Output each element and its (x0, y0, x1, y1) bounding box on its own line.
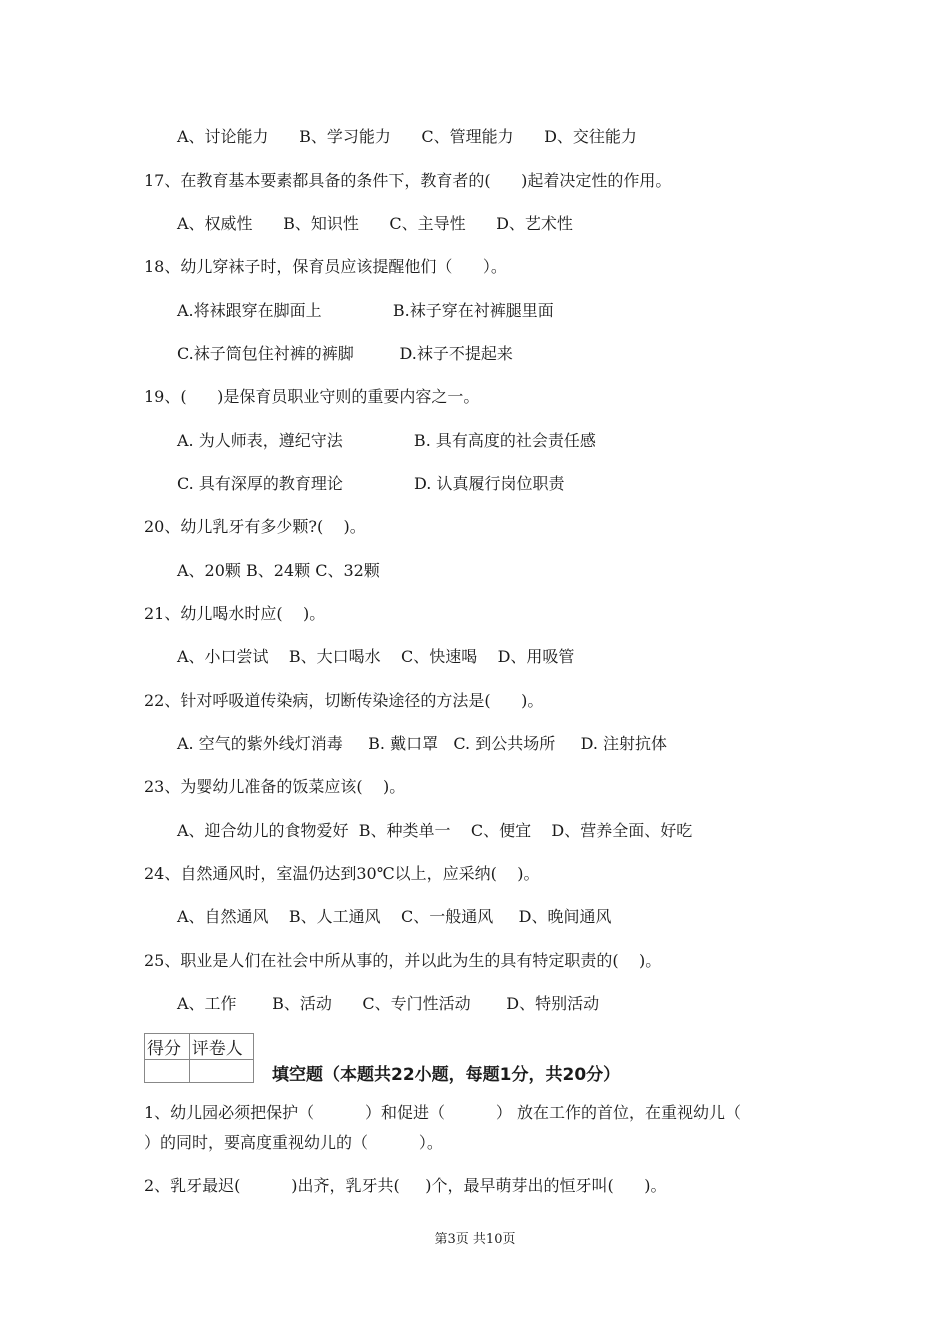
q18-question: 18、幼儿穿袜子时，保育员应该提醒他们（ ）。 (144, 257, 507, 276)
q25-options: A、工作 B、活动 C、专门性活动 D、特别活动 (177, 994, 600, 1013)
q17-options: A、权威性 B、知识性 C、主导性 D、艺术性 (177, 214, 573, 233)
fill1-line1: 1、幼儿园必须把保护（ ）和促进（ ） 放在工作的首位，在重视幼儿（ (144, 1103, 741, 1122)
grader-cell (189, 1060, 253, 1083)
q24-options: A、自然通风 B、人工通风 C、一般通风 D、晚间通风 (177, 907, 612, 926)
q23-options: A、迎合幼儿的食物爱好 B、种类单一 C、便宜 D、营养全面、好吃 (177, 821, 693, 840)
q24-question: 24、自然通风时，室温仍达到30℃以上，应采纳( )。 (144, 864, 540, 883)
q20-options: A、20颗 B、24颗 C、32颗 (177, 561, 380, 580)
section-title: 填空题（本题共22小题，每题1分，共20分） (272, 1065, 621, 1085)
grader-label: 评卷人 (189, 1034, 253, 1060)
q17-question: 17、在教育基本要素都具备的条件下，教育者的( )起着决定性的作用。 (144, 171, 672, 190)
q21-options: A、小口尝试 B、大口喝水 C、快速喝 D、用吸管 (177, 647, 575, 666)
q22-question: 22、针对呼吸道传染病，切断传染途径的方法是( )。 (144, 691, 544, 710)
q18-options-row2: C.袜子筒包住衬裤的裤脚 D.袜子不提起来 (177, 344, 513, 363)
q19-question: 19、( )是保育员职业守则的重要内容之一。 (144, 387, 480, 406)
q21-question: 21、幼儿喝水时应( )。 (144, 604, 326, 623)
score-cell (145, 1060, 190, 1083)
q18-options-row1: A.将袜跟穿在脚面上 B.袜子穿在衬裤腿里面 (177, 301, 554, 320)
q19-options-row1: A. 为人师表，遵纪守法 B. 具有高度的社会责任感 (177, 431, 596, 450)
q20-question: 20、幼儿乳牙有多少颗?( )。 (144, 517, 366, 536)
q19-options-row2: C. 具有深厚的教育理论 D. 认真履行岗位职责 (177, 474, 565, 493)
q22-options: A. 空气的紫外线灯消毒 B. 戴口罩 C. 到公共场所 D. 注射抗体 (177, 734, 668, 753)
fill2-question: 2、乳牙最迟( )出齐，乳牙共( )个，最早萌芽出的恒牙叫( )。 (144, 1176, 667, 1195)
score-table (144, 1033, 254, 1083)
fill1-line2: ）的同时，要高度重视幼儿的（ ）。 (144, 1133, 443, 1152)
score-label: 得分 (145, 1034, 190, 1060)
page-footer: 第3页 共10页 (434, 1232, 516, 1247)
q25-question: 25、职业是人们在社会中所从事的，并以此为生的具有特定职责的( )。 (144, 951, 662, 970)
q16-options: A、讨论能力 B、学习能力 C、管理能力 D、交往能力 (177, 127, 637, 146)
q23-question: 23、为婴幼儿准备的饭菜应该( )。 (144, 777, 406, 796)
